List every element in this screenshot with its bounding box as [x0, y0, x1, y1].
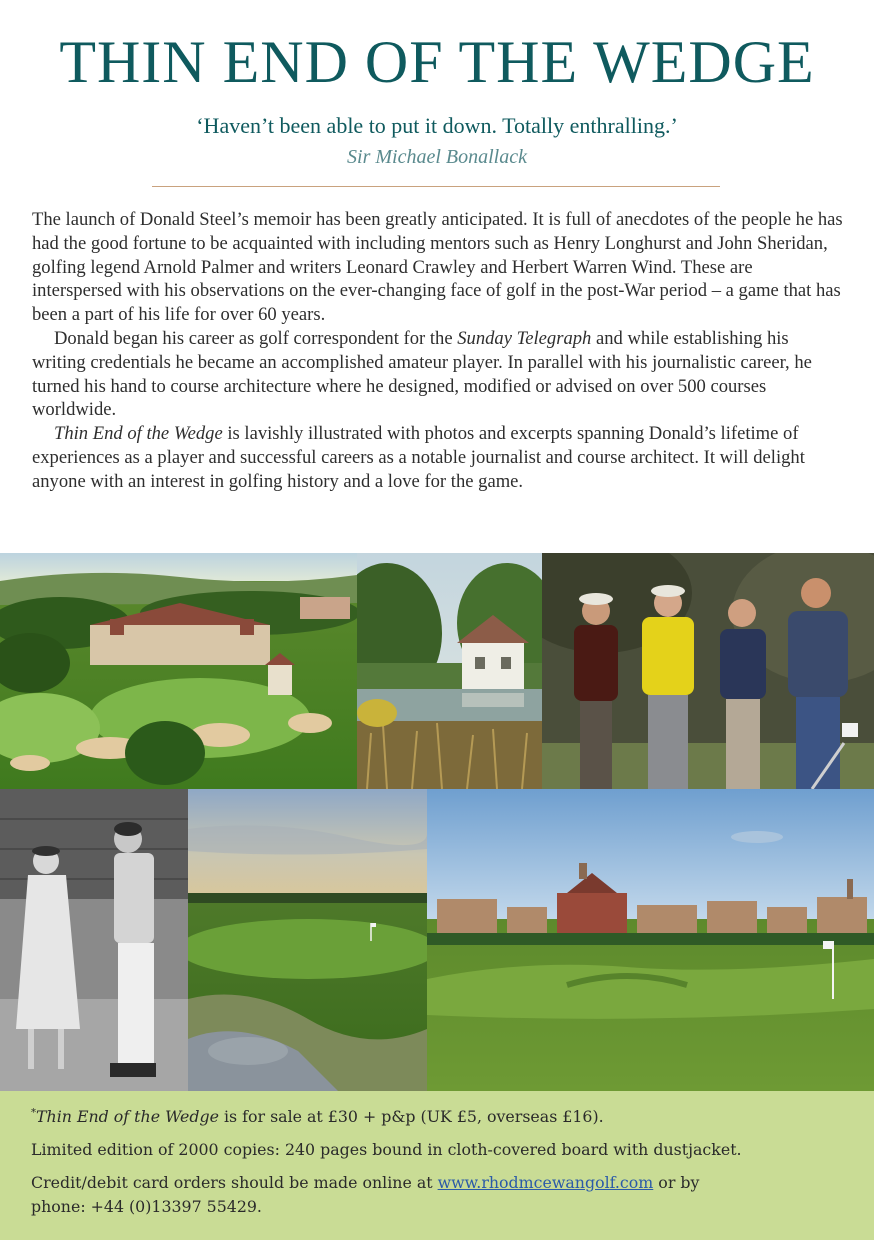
newspaper-title: Sunday Telegraph [457, 327, 592, 349]
book-title-footer: Thin End of the Wedge [36, 1107, 219, 1126]
photo-four-golfers [542, 553, 874, 789]
photo-collage [0, 553, 874, 1091]
endorsement-quote: ‘Haven’t been able to put it down. Totally enthralling.’ [196, 113, 678, 138]
order-line [31, 1173, 699, 1192]
photo-chateau-golf-course [0, 553, 357, 789]
paragraph-1: The launch of Donald Steel’s memoir has been greatly anticipated. It is full of anecdotes of the people he has had the good fortune to be acquainted with including mentors such as Henry Longhurst and John Sheridan, golfing legend Arnold Palmer and writers Leonard Crawley and Herbert Warren Wind. These are interspersed with his observations on the ever-changing face of golf in the post-War period – a game that has been a part of his life for over 60 years. [32, 209, 843, 326]
paragraph-3-rest: is lavishly illustrated with photos and excerpts spanning Donald’s lifetime of experiences as a player and successful careers as a notable journalist and course architect. It will delight anyone with an interest in golfing history and a love for the game. [32, 423, 805, 492]
price-line [31, 1107, 604, 1126]
order-text: Credit/debit card orders should be made online at [31, 1173, 438, 1192]
phone-line: phone: +44 (0)13397 55429. [31, 1197, 262, 1216]
website-link[interactable]: www.rhodmcewangolf.com [437, 1173, 654, 1192]
divider [152, 186, 720, 187]
paragraph-2 [32, 327, 844, 422]
order-info-footer [0, 1091, 874, 1240]
price-text: is for sale at £30 + p&p (UK £5, overseas £16). [218, 1107, 604, 1126]
paragraph-3 [32, 422, 844, 493]
photo-links-at-dusk [188, 789, 427, 1091]
quote-attribution: Sir Michael Bonallack [347, 146, 527, 168]
photo-st-andrews-old-course [427, 789, 874, 1091]
paragraph-2-rest: and while establishing his writing credentials he became an accomplished amateur player. In parallel with his journalistic career, he turned his hand to course architecture where he designed, modified or advised on over 500 courses worldwide. [32, 327, 812, 421]
footnote-mark: * [31, 1107, 36, 1119]
paragraph-2-start: Donald began his career as golf correspondent for the [54, 327, 458, 349]
book-title: Thin End of the Wedge [54, 423, 223, 445]
order-text-end: or by [653, 1173, 700, 1192]
description-body [32, 208, 844, 494]
photo-lake-house [357, 553, 542, 789]
page-title: THIN END OF THE WEDGE [59, 29, 815, 95]
photo-historic-black-white [0, 789, 188, 1091]
edition-line: Limited edition of 2000 copies: 240 pages bound in cloth-covered board with dustjacket. [31, 1140, 742, 1159]
